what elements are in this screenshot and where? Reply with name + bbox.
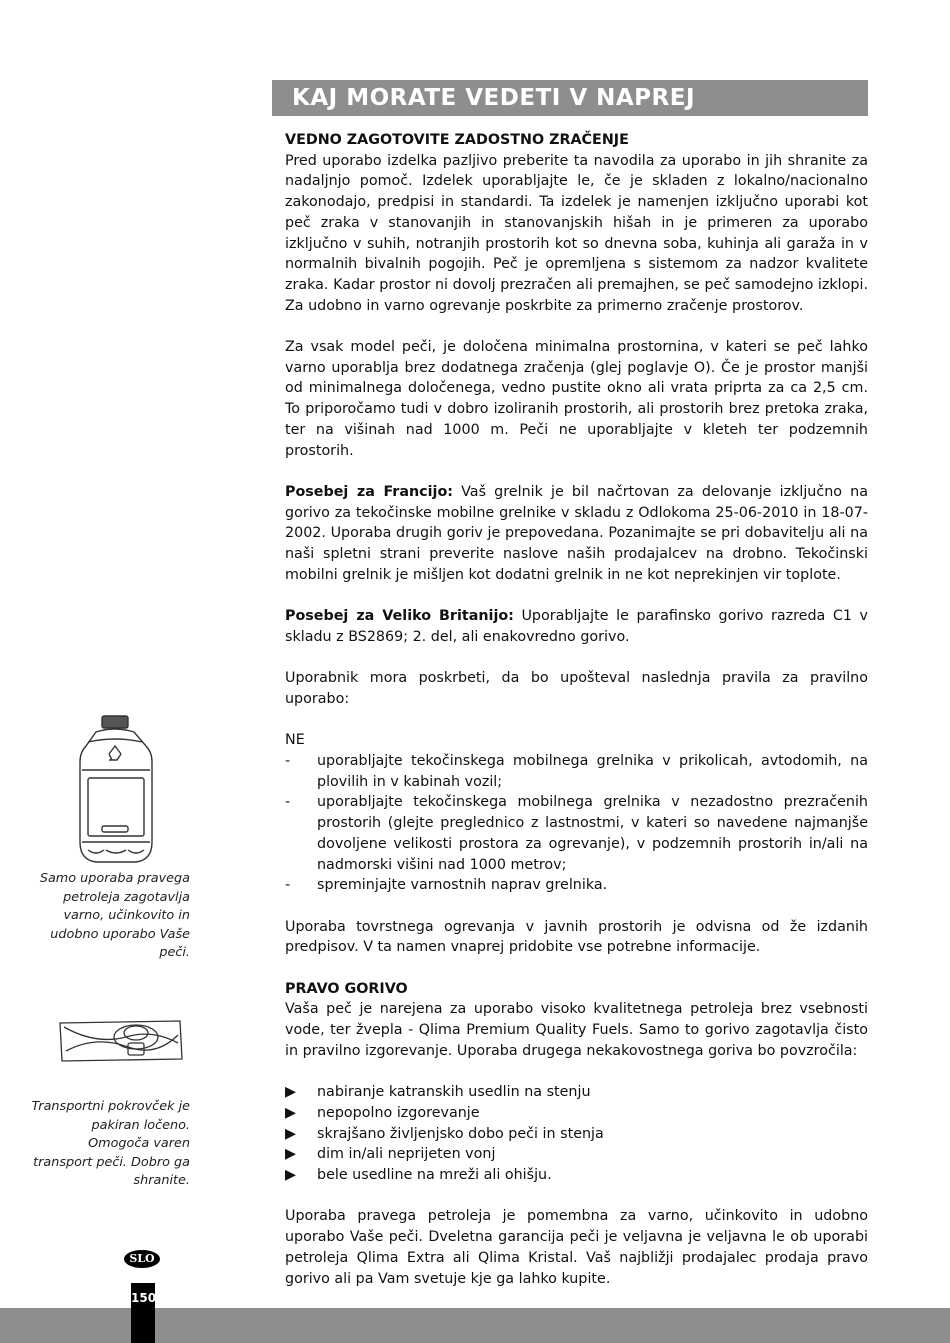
- uk-text: Uporabljajte le parafinsko gorivo razreda C1 v skladu z BS2869; 2. del, ali enakovredno gorivo.: [285, 608, 868, 645]
- sidebar-caption-transport-cap: Transportni pokrovček je pakiran ločeno. Omogoča varen transport peči. Dobro ga shranite.: [31, 1099, 190, 1188]
- france-paragraph: [285, 482, 868, 586]
- arrow-icon: ▶: [285, 1084, 296, 1101]
- uk-label: Posebej za Veliko Britanijo:: [285, 608, 514, 625]
- arrow-icon: ▶: [285, 1125, 296, 1142]
- transport-cap-icon: [56, 1015, 186, 1065]
- list-item: ▶ bele usedline na mreži ali ohišju.: [285, 1165, 868, 1186]
- fuel-paragraph-2: Uporaba pravega petroleja je pomembna za varno, učinkovito in udobno uporabo Vaše peči. Dveletna garancija peči je veljavna je veljavna le ob uporabi petroleja Qlima Extra ali Qlima Kristal. Vaš najbližji prodajalec prodaja pravo gorivo ali pa Vam svetuje kje ga lahko kupite.: [285, 1208, 868, 1287]
- list-item: - uporabljajte tekočinskega mobilnega grelnika v nezadostno prezračenih prostorih (glejte preglednico z lastnostmi, v kateri so navedene najmanjše dovoljene velikosti prostora za ogrevanje), v podzemnih prostorih in/ali na nadmorski višini nad 1000 metrov;: [285, 794, 868, 873]
- dash-marker: -: [285, 753, 291, 770]
- fuel-effects-list: [285, 1082, 868, 1186]
- list-item: ▶ nabiranje katranskih usedlin na stenju: [285, 1082, 868, 1103]
- sidebar-caption-fuel: Samo uporaba pravega petroleja zagotavlja varno, učinkovito in udobno uporabo Vaše peči.: [39, 871, 190, 960]
- ne-list: [285, 751, 868, 896]
- ventilation-paragraph-2: Za vsak model peči, je določena minimalna prostornina, v kateri se peč lahko varno uporablja brez dodatnega zračenja (glej poglavje O). Če je prostor manjši od minimalnega določenega, vedno pustite okno ali vrata priprta za ca 2,5 cm. To priporočamo tudi v dobro izoliranih prostorih, ali prostorih brez pretoka zraka, ter na višinah nad 1000 m. Peči ne uporabljajte v kleteh ter podzemnih prostorih.: [285, 339, 868, 459]
- france-text: Vaš grelnik je bil načrtovan za delovanje izključno na gorivo za tekočinske mobilne grelnike v skladu z Odlokoma 25-06-2010 in 18-07-2002. Uporaba drugih goriv je prepovedana. Pozanimajte se pri dobavitelju ali na naši spletni strani preverite naslove naših prodajalcev na drobno. Tekočinski mobilni grelnik je mišljen kot dodatni grelnik in ne kot neprekinjen vir toplote.: [285, 483, 868, 583]
- page-title: KAJ MORATE VEDETI V NAPREJ: [272, 80, 868, 116]
- list-item: ▶ skrajšano življenjsko dobo peči in stenja: [285, 1124, 868, 1145]
- list-item: - spreminjajte varnostnih naprav grelnika.: [285, 875, 868, 896]
- ventilation-paragraph-1: Pred uporabo izdelka pazljivo preberite ta navodila za uporabo in jih shranite za nadaljnjo pomoč. Izdelek uporabljajte le, če je skladen z lokalno/nacionalno zakonodajo, predpisi in standardi. Ta izdelek je namenjen izključno uporabi kot peč zraka v stanovanjih in stanovanjskih hišah in je primeren za uporabo izključno v suhih, notranjih prostorih kot so dnevna soba, kuhinja ali garaža in v normalnih bivalnih pogojih. Peč je opremljena s sistemom za nadzor kvalitete zraka. Kadar prostor ni dovolj prezračen ali premajhen, se peč samodejno izklopi. Za udobno in varno ogrevanje poskrbite za primerno zračenje prostorov.: [285, 152, 868, 314]
- arrow-icon: ▶: [285, 1146, 296, 1163]
- language-badge: SLO: [124, 1250, 160, 1268]
- dash-marker: -: [285, 794, 291, 811]
- ne-label: NE: [285, 732, 305, 749]
- fuel-paragraph-1: Vaša peč je narejena za uporabo visoko kvalitetnega petroleja brez vsebnosti vode, ter žvepla - Qlima Premium Quality Fuels. Samo to gorivo zagotavlja čisto in pravilno izgorevanje. Uporaba drugega nekakovostnega goriva bo povzročila:: [285, 1001, 868, 1059]
- fuel-canister-icon: [66, 712, 166, 867]
- ventilation-heading: VEDNO ZAGOTOVITE ZADOSTNO ZRAČENJE: [285, 132, 629, 148]
- list-item: ▶ dim in/ali neprijeten vonj: [285, 1144, 868, 1165]
- uk-paragraph: [285, 606, 868, 647]
- list-item: - uporabljajte tekočinskega mobilnega grelnika v prikolicah, avtodomih, na plovilih in v kabinah vozil;: [285, 753, 868, 790]
- main-content: [285, 130, 868, 1310]
- list-item: ▶ nepopolno izgorevanje: [285, 1103, 868, 1124]
- france-label: Posebej za Francijo:: [285, 483, 453, 500]
- dash-marker: -: [285, 877, 291, 894]
- arrow-icon: ▶: [285, 1167, 296, 1184]
- fuel-heading: PRAVO GORIVO: [285, 980, 408, 997]
- public-note: Uporaba tovrstnega ogrevanja v javnih prostorih je odvisna od že izdanih predpisov. V ta namen vnaprej pridobite vse potrebne informacije.: [285, 918, 868, 956]
- arrow-icon: ▶: [285, 1104, 296, 1121]
- page-number: 150: [131, 1283, 155, 1343]
- rules-intro: Uporabnik mora poskrbeti, da bo upošteval naslednja pravila za pravilno uporabo:: [285, 670, 868, 707]
